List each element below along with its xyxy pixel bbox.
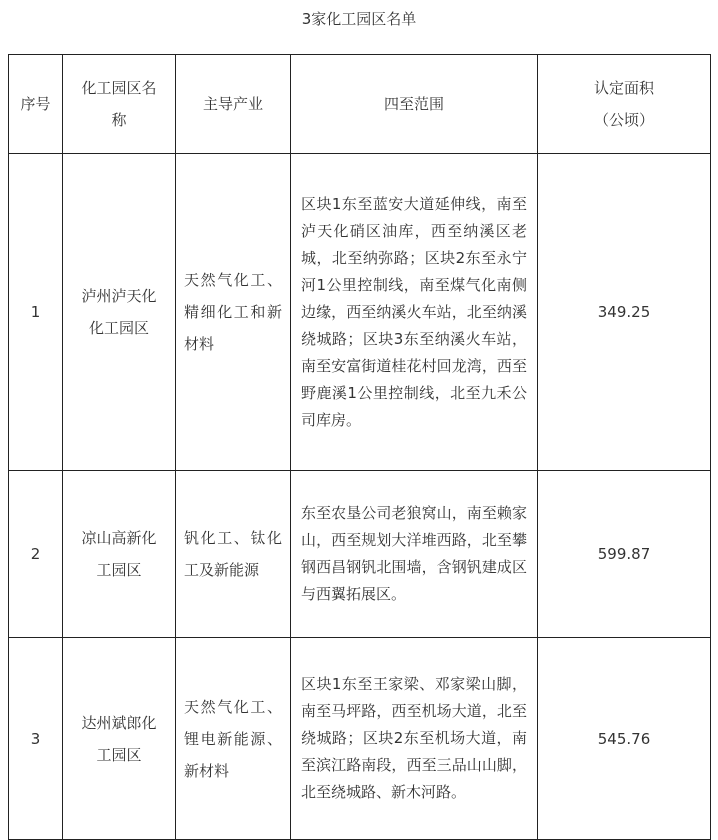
header-name: 化工园区名称	[63, 55, 176, 154]
row-bounds: 东至农垦公司老狼窝山，南至赖家山，西至规划大洋堆西路，北至攀钢西昌钢钒北围墙，含钢钒建成区与西翼拓展区。	[291, 471, 538, 638]
header-industry: 主导产业	[176, 55, 291, 154]
header-no: 序号	[9, 55, 63, 154]
table-row	[9, 471, 711, 638]
row-industry: 钒化工、钛化工及新能源	[176, 471, 291, 638]
table-header-row	[9, 55, 711, 154]
row-no: 3	[9, 638, 63, 840]
header-area-label: 认定面积	[593, 79, 654, 97]
row-no: 2	[9, 471, 63, 638]
row-bounds: 区块1东至蓝安大道延伸线，南至泸天化硝区油库，西至纳溪区老城，北至纳弥路；区块2东至永宁河1公里控制线，南至煤气化南侧边缘，西至纳溪火车站，北至纳溪绕城路；区块3东至纳溪火车站，南至安富街道桂花村回龙湾，西至野鹿溪1公里控制线，北至九禾公司库房。	[291, 154, 538, 471]
row-area: 349.25	[538, 154, 711, 471]
row-area: 545.76	[538, 638, 711, 840]
row-bounds: 区块1东至王家梁、邓家梁山脚，南至马坪路，西至机场大道，北至绕城路；区块2东至机场大道，南至滨江路南段，西至三品山山脚，北至绕城路、新木河路。	[291, 638, 538, 840]
row-no: 1	[9, 154, 63, 471]
document-title: 3家化工园区名单	[301, 10, 417, 28]
row-industry: 天然气化工、锂电新能源、新材料	[176, 638, 291, 840]
park-list-table	[8, 54, 711, 840]
row-name: 泸州泸天化化工园区	[63, 154, 176, 471]
header-bounds: 四至范围	[291, 55, 538, 154]
row-area: 599.87	[538, 471, 711, 638]
table-row	[9, 638, 711, 840]
row-industry: 天然气化工、精细化工和新材料	[176, 154, 291, 471]
header-area-unit: （公顷）	[593, 111, 654, 129]
row-name: 达州斌郎化工园区	[63, 638, 176, 840]
header-area	[538, 55, 711, 154]
table-row	[9, 154, 711, 471]
row-name: 凉山高新化工园区	[63, 471, 176, 638]
